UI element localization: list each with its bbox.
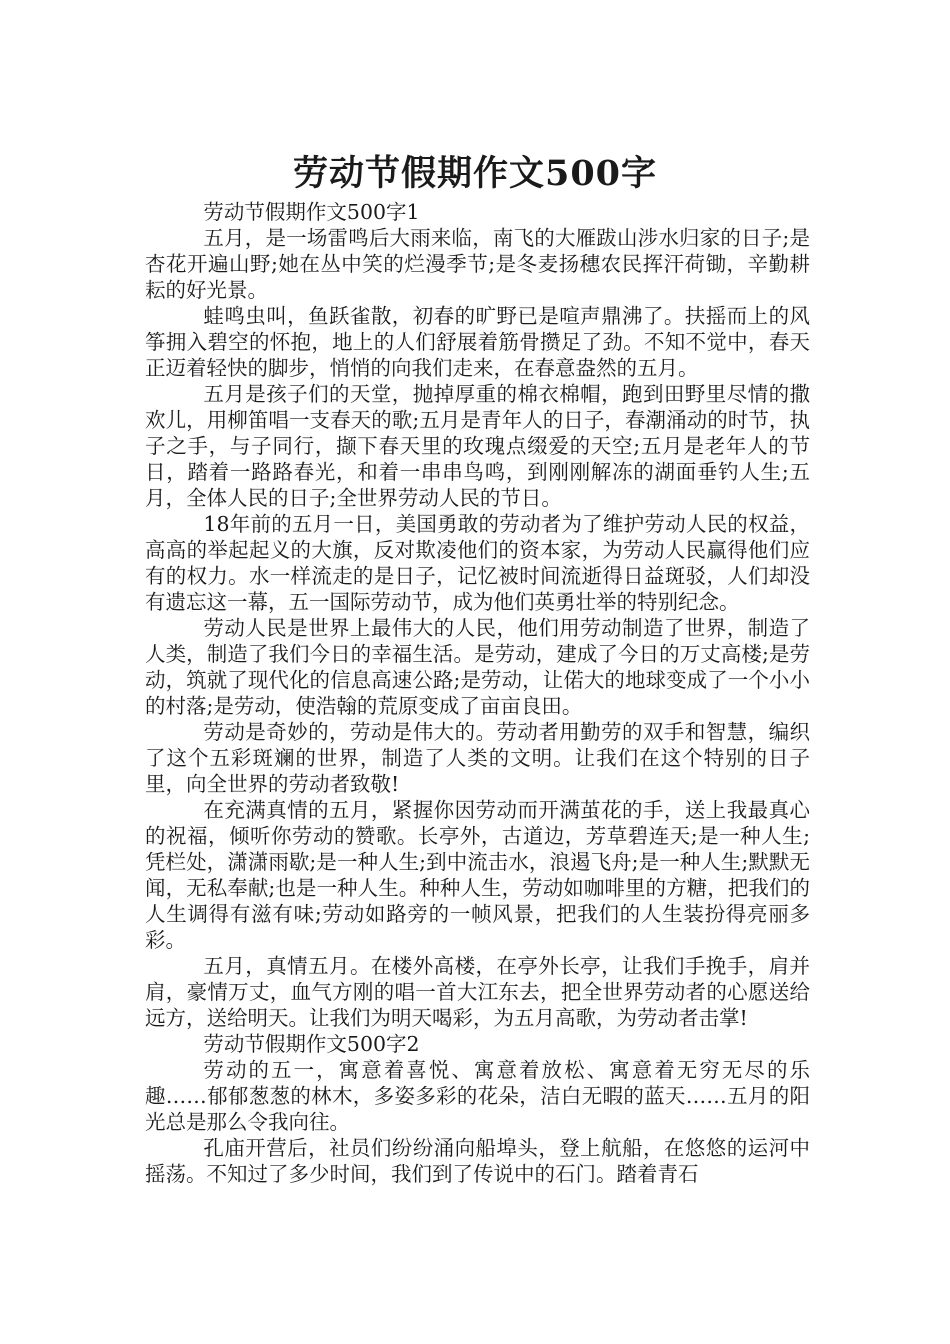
document-body (145, 199, 810, 1187)
paragraph: 劳动人民是世界上最伟大的人民，他们用劳动制造了世界，制造了人类，制造了我们今日的幸福生活。是劳动，建成了今日的万丈高楼;是劳动，筑就了现代化的信息高速公路;是劳动，让偌大的地球变成了一个小小的村落;是劳动，使浩翰的荒原变成了亩亩良田。 (145, 616, 810, 718)
paragraph: 蛙鸣虫叫，鱼跃雀散，初春的旷野已是喧声鼎沸了。扶摇而上的风筝拥入碧空的怀抱，地上的人们舒展着筋骨攒足了劲。不知不觉中，春天正迈着轻快的脚步，悄悄的向我们走来，在春意盎然的五月。 (145, 304, 810, 380)
paragraph: 五月，真情五月。在楼外高楼，在亭外长亭，让我们手挽手，肩并肩，豪情万丈，血气方刚的唱一首大江东去，把全世界劳动者的心愿送给远方，送给明天。让我们为明天喝彩，为五月高歌，为劳动者击掌! (145, 954, 810, 1030)
document-title: 劳动节假期作文500字 (292, 153, 658, 195)
paragraph: 五月是孩子们的天堂，抛掉厚重的棉衣棉帽，跑到田野里尽情的撒欢儿，用柳笛唱一支春天的歌;五月是青年人的日子，春潮涌动的时节，执子之手，与子同行，撷下春天里的玫瑰点缀爱的天空;五月是老年人的节日，踏着一路路春光，和着一串串鸟鸣，到刚刚解冻的湖面垂钓人生;五月，全体人民的日子;全世界劳动人民的节日。 (145, 382, 810, 510)
paragraph: 孔庙开营后，社员们纷纷涌向船埠头，登上航船，在悠悠的运河中摇荡。不知过了多少时间，我们到了传说中的石门。踏着青石 (145, 1136, 810, 1186)
paragraph: 劳动是奇妙的，劳动是伟大的。劳动者用勤劳的双手和智慧，编织了这个五彩斑斓的世界，制造了人类的文明。让我们在这个特别的日子里，向全世界的劳动者致敬! (145, 720, 810, 796)
paragraph: 在充满真情的五月，紧握你因劳动而开满茧花的手，送上我最真心的祝福，倾听你劳动的赞歌。长亭外，古道边，芳草碧连天;是一种人生;凭栏处，潇潇雨歇;是一种人生;到中流击水，浪遏飞舟;是一种人生;默默无闻，无私奉献;也是一种人生。种种人生，劳动如咖啡里的方糖，把我们的人生调得有滋有味;劳动如路旁的一帧风景，把我们的人生装扮得亮丽多彩。 (145, 798, 810, 952)
paragraph: 五月，是一场雷鸣后大雨来临，南飞的大雁跋山涉水归家的日子;是杏花开遍山野;她在丛中笑的烂漫季节;是冬麦扬穗农民挥汗荷锄，辛勤耕耘的好光景。 (145, 226, 810, 302)
section-heading-2: 劳动节假期作文500字2 (203, 1032, 420, 1056)
paragraph: 18年前的五月一日，美国勇敢的劳动者为了维护劳动人民的权益，高高的举起起义的大旗，反对欺凌他们的资本家，为劳动人民赢得他们应有的权力。水一样流走的是日子，记忆被时间流逝得日益斑驳，人们却没有遗忘这一幕，五一国际劳动节，成为他们英勇壮举的特别纪念。 (145, 512, 810, 614)
paragraph: 劳动的五一，寓意着喜悦、寓意着放松、寓意着无穷无尽的乐趣……郁郁葱葱的林木，多姿多彩的花朵，洁白无暇的蓝天……五月的阳光总是那么令我向往。 (145, 1058, 810, 1134)
section-heading-1: 劳动节假期作文500字1 (203, 200, 420, 224)
